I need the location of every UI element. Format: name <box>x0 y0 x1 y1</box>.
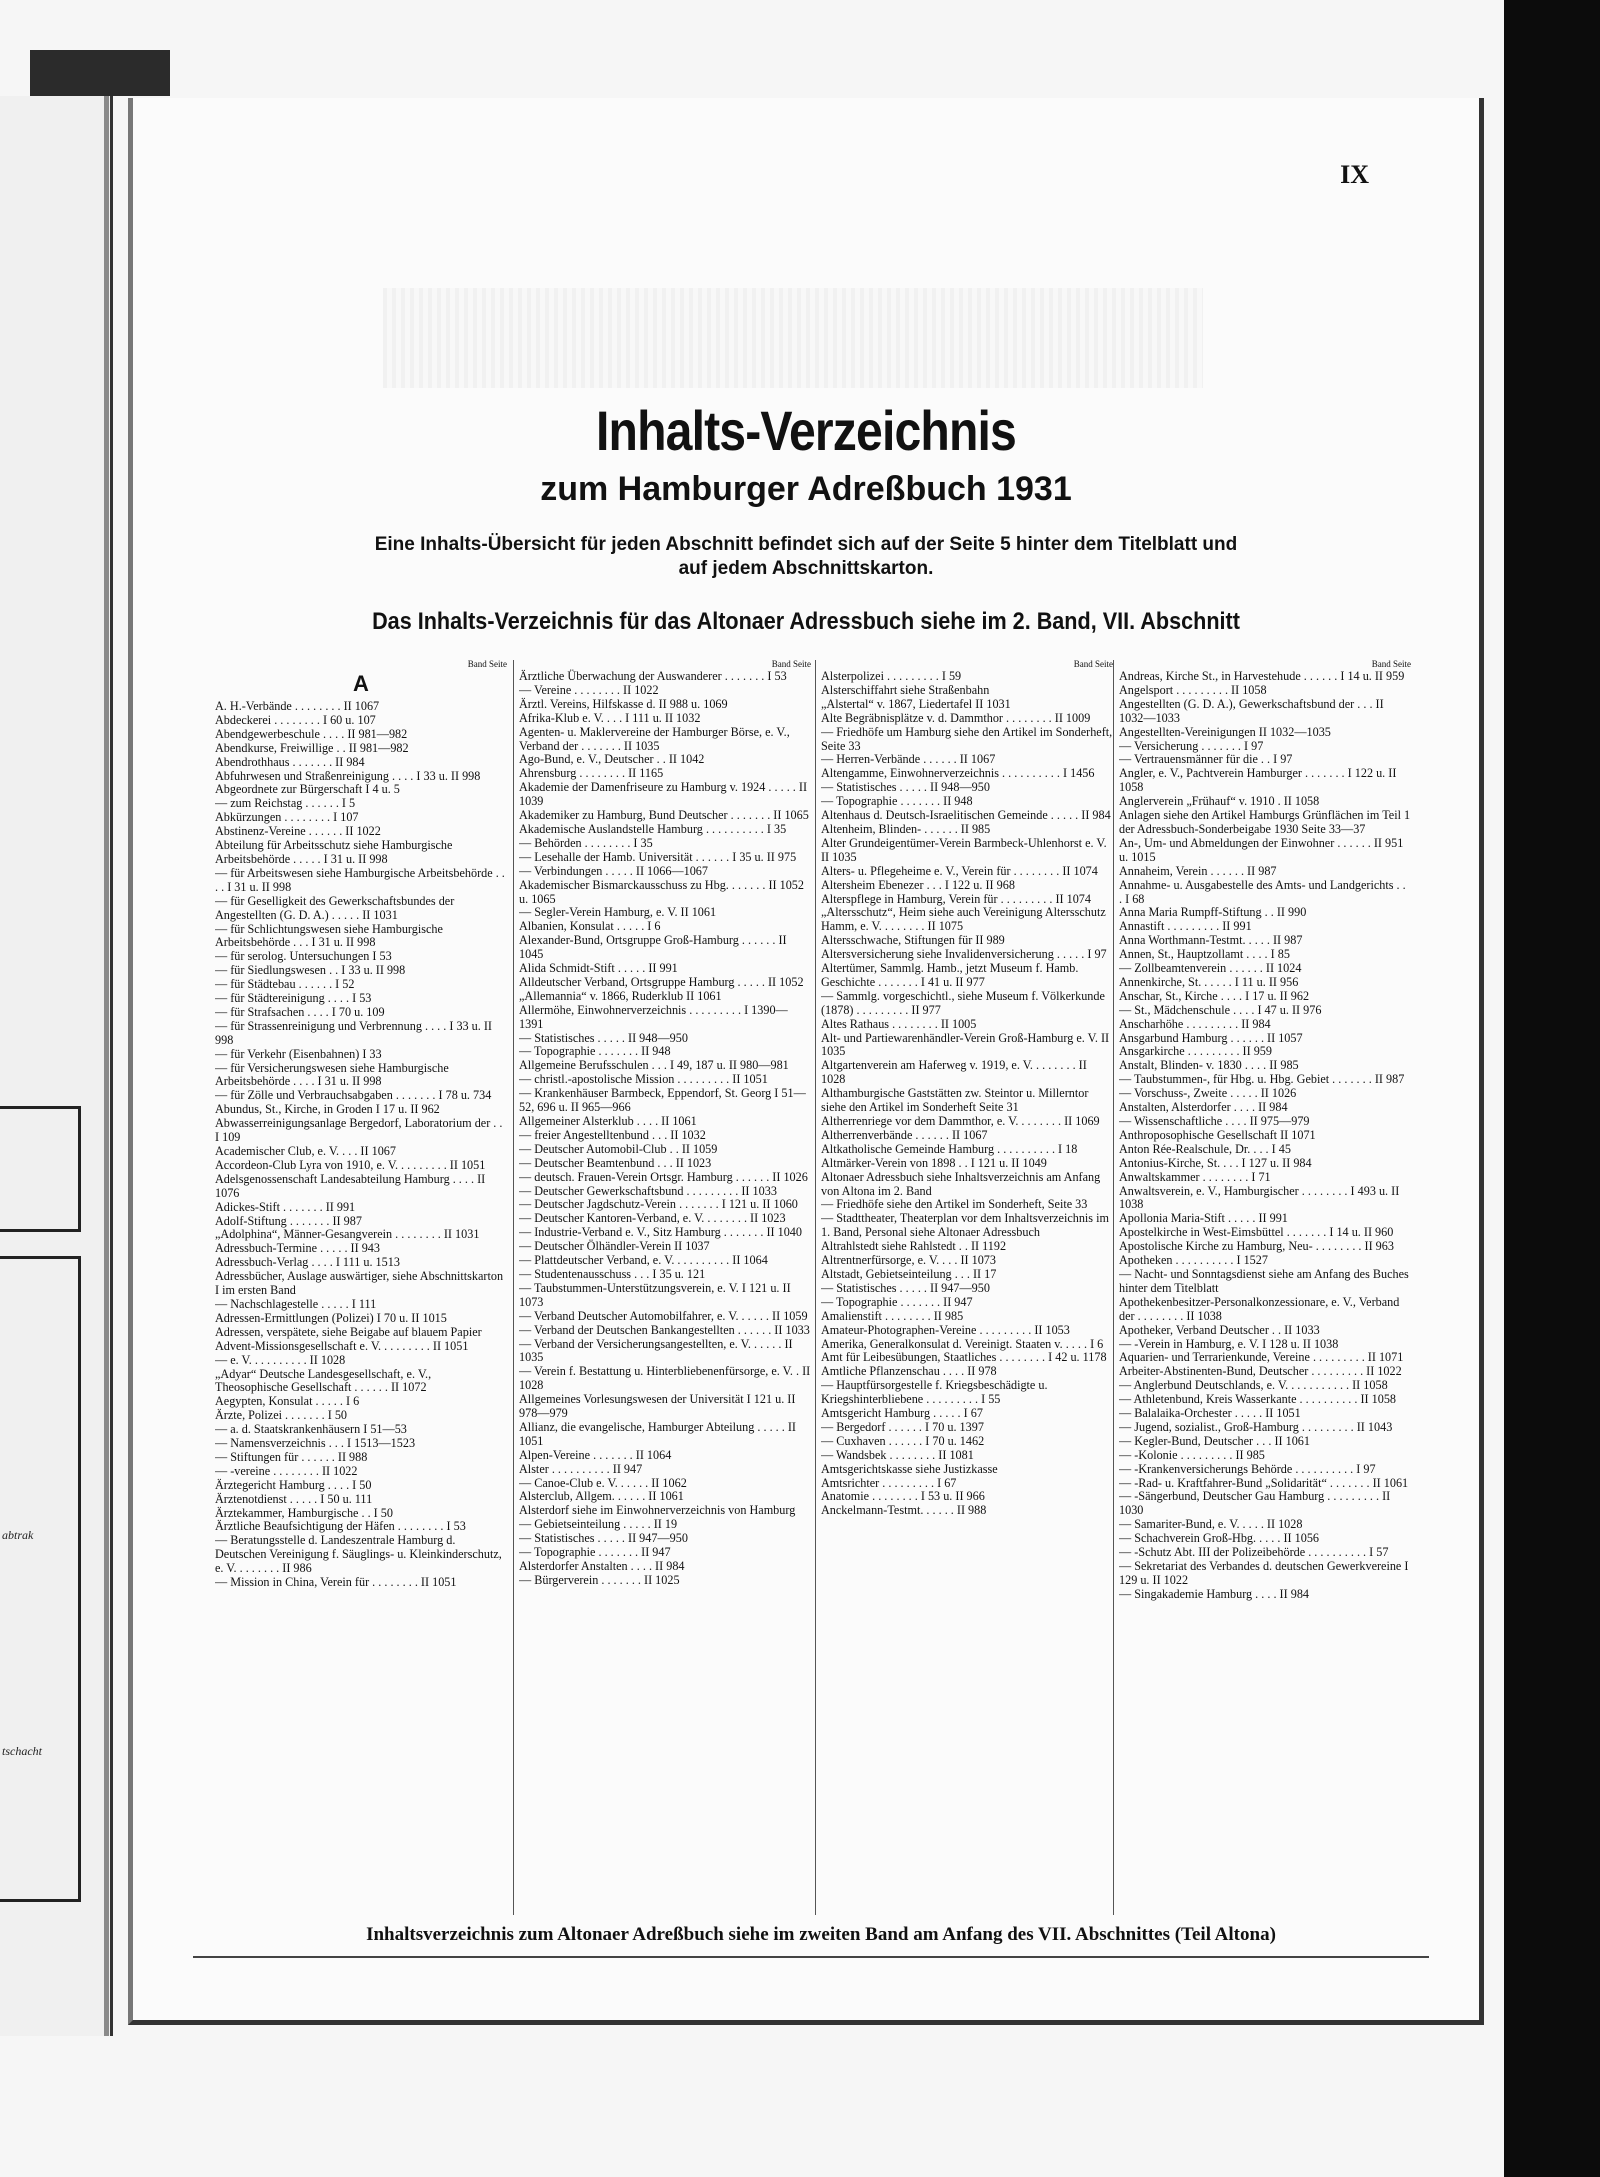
index-entry: Abfuhrwesen und Straßenreinigung . . . . I 33 u. II 998 <box>215 768 481 783</box>
facing-page-box <box>0 1106 81 1232</box>
index-entry: — Statistisches . . . . . II 947—950 <box>821 1280 990 1295</box>
index-entry: Amtsrichter . . . . . . . . . I 67 <box>821 1475 957 1490</box>
index-entry: Ago-Bund, e. V., Deutscher . . II 1042 <box>519 752 705 767</box>
index-entry: Allianz, die evangelische, Hamburger Abteilung . . . . . II 1051 <box>519 1419 796 1448</box>
index-entry: Ärztegericht Hamburg . . . . I 50 <box>215 1477 372 1492</box>
index-entry: — Zollbeamtenverein . . . . . . II 1024 <box>1119 961 1302 976</box>
index-entry: Alsterdorfer Anstalten . . . . II 984 <box>519 1559 685 1573</box>
index-entry: Ärztliche Überwachung der Auswanderer . . . . . . . I 53 <box>519 669 787 683</box>
index-entry: — Deutscher Kantoren-Verband, e. V. . . . . . . . II 1023 <box>519 1211 786 1226</box>
index-entry: Altersschwache, Stiftungen für II 989 <box>821 933 1005 948</box>
index-entry: Altherrenriege vor dem Dammthor, e. V. . . . . . . . II 1069 <box>821 1114 1100 1128</box>
index-entry: — für Städtereinigung . . . . I 53 <box>215 991 372 1006</box>
index-entry: Alters- u. Pflegeheime e. V., Verein für . . . . . . . . II 1074 <box>821 863 1098 878</box>
index-entry: Amtsgericht Hamburg . . . . . I 67 <box>821 1406 983 1421</box>
index-entry: Albanien, Konsulat . . . . . I 6 <box>519 919 661 934</box>
index-entry: — Nacht- und Sonntagsdienst siehe am Anfang des Buches hinter dem Titelblatt <box>1119 1266 1409 1295</box>
index-entry: Alsterschiffahrt siehe Straßenbahn <box>821 682 990 697</box>
index-entry: Apollonia Maria-Stift . . . . . II 991 <box>1119 1211 1288 1226</box>
index-entry: Akademische Auslandstelle Hamburg . . . . . . . . . . I 35 <box>519 821 787 836</box>
column-header: Band Seite <box>1073 659 1113 669</box>
margin-fragment: abtrak <box>2 1528 34 1542</box>
index-entry: — Statistisches . . . . . II 948—950 <box>821 780 990 795</box>
index-entry: Antonius-Kirche, St. . . . I 127 u. II 984 <box>1119 1155 1312 1170</box>
index-entry: — Gebietseinteilung . . . . . II 19 <box>519 1517 678 1532</box>
index-columns <box>215 658 1411 1920</box>
index-entry: Altgartenverein am Haferweg v. 1919, e. V. . . . . . . . II 1028 <box>821 1058 1087 1087</box>
index-entry: Anatomie . . . . . . . . I 53 u. II 966 <box>821 1489 985 1504</box>
index-entry: Adressbücher, Auslage auswärtiger, siehe Abschnittskarton I im ersten Band <box>215 1269 504 1298</box>
index-entry: — -Rad- u. Kraftfahrer-Bund „Solidarität“ . . . . . . . II 1061 <box>1119 1475 1409 1490</box>
index-entry: Abkürzungen . . . . . . . . I 107 <box>215 810 359 825</box>
index-entry: An-, Um- und Abmeldungen der Einwohner . . . . . . II 951 u. 1015 <box>1119 835 1404 864</box>
index-entry: Aquarien- und Terrarienkunde, Vereine . . . . . . . . . II 1071 <box>1119 1350 1404 1365</box>
index-entry: Abwasserreinigungsanlage Bergedorf, Laboratorium der . . I 109 <box>215 1116 503 1145</box>
index-entry: Althamburgische Gaststätten zw. Steintor u. Millerntor siehe den Artikel im Sonderheft Seite 31 <box>821 1086 1089 1115</box>
entry-list <box>1119 670 1411 1602</box>
index-entry: — für Siedlungswesen . . I 33 u. II 998 <box>215 963 406 978</box>
index-entry: Alpen-Vereine . . . . . . . II 1064 <box>519 1447 672 1462</box>
index-entry: — Sekretariat des Verbandes d. deutschen Gewerkvereine I 129 u. II 1022 <box>1119 1559 1409 1587</box>
index-entry: — Vertrauensmänner für die . . I 97 <box>1119 752 1293 767</box>
index-entry: Abendgewerbeschule . . . . II 981—982 <box>215 726 408 741</box>
index-entry: Abendkurse, Freiwillige . . II 981—982 <box>215 740 409 755</box>
index-entry: Altersversicherung siehe Invalidenversicherung . . . . . I 97 <box>821 947 1107 962</box>
index-entry: — Bürgerverein . . . . . . . II 1025 <box>519 1572 680 1587</box>
index-entry: Angelsport . . . . . . . . . II 1058 <box>1119 682 1267 697</box>
entry-list <box>519 670 811 1588</box>
index-entry: — Nachschlagestelle . . . . . I 111 <box>215 1296 377 1311</box>
index-entry: — Topographie . . . . . . . II 947 <box>519 1545 671 1560</box>
index-entry: Adressbuch-Verlag . . . . I 111 u. 1513 <box>215 1255 400 1270</box>
column-divider <box>815 660 816 1915</box>
index-entry: — Statistisches . . . . . II 947—950 <box>519 1531 688 1546</box>
index-entry: — Verein f. Bestattung u. Hinterbliebenenfürsorge, e. V. . II 1028 <box>519 1364 811 1393</box>
index-entry: — -Schutz Abt. III der Polizeibehörde . . . . . . . . . . I 57 <box>1119 1545 1389 1560</box>
index-entry: Altertümer, Sammlg. Hamb., jetzt Museum f. Hamb. Geschichte . . . . . . . I 41 u. II 977 <box>821 961 1079 989</box>
index-entry: Angestellten-Vereinigungen II 1032—1035 <box>1119 724 1331 739</box>
index-entry: Angestellten (G. D. A.), Gewerkschaftsbund der . . . II 1032—1033 <box>1119 696 1384 725</box>
overview-notice-line: auf jedem Abschnittskarton. <box>678 558 934 579</box>
index-entry: — für Strassenreinigung und Verbrennung . . . . I 33 u. II 998 <box>215 1018 492 1047</box>
index-entry: Alsterpolizei . . . . . . . . . I 59 <box>821 669 962 683</box>
index-entry: — für Zölle und Verbrauchsabgaben . . . . . . . I 78 u. 734 <box>215 1088 492 1103</box>
index-entry: Abundus, St., Kirche, in Groden I 17 u. II 962 <box>215 1102 440 1117</box>
index-entry: Anglerverein „Frühauf“ v. 1910 . II 1058 <box>1119 794 1320 809</box>
bleed-through-watermark <box>383 288 1203 388</box>
index-entry: — Anglerbund Deutschlands, e. V. . . . . . . . . . . II 1058 <box>1119 1378 1388 1393</box>
index-entry: — christl.-apostolische Mission . . . . . . . . . II 1051 <box>519 1072 768 1087</box>
index-entry: Abteilung für Arbeitsschutz siehe Hamburgische Arbeitsbehörde . . . . . I 31 u. II 998 <box>215 838 453 866</box>
index-entry: Altstadt, Gebietseinteilung . . . II 17 <box>821 1266 997 1281</box>
index-entry: Adressbuch-Termine . . . . . II 943 <box>215 1241 380 1256</box>
index-entry: Altengamme, Einwohnerverzeichnis . . . . . . . . . . I 1456 <box>821 766 1095 781</box>
index-entry: Apostelkirche in West-Eimsbüttel . . . . . . . I 14 u. II 960 <box>1119 1225 1394 1240</box>
index-entry: „Allemannia“ v. 1866, Ruderklub II 1061 <box>519 988 722 1003</box>
index-entry: — Verband der Deutschen Bankangestellten . . . . . . II 1033 <box>519 1322 810 1337</box>
scan-corner-bar <box>30 50 170 96</box>
margin-fragment: tschacht <box>2 1744 42 1758</box>
index-column-1 <box>215 658 507 1920</box>
index-entry: — Verbindungen . . . . . II 1066—1067 <box>519 863 708 878</box>
index-entry: Akademie der Damenfriseure zu Hamburg v. 1924 . . . . . II 1039 <box>519 780 808 809</box>
index-entry: Ärztenotdienst . . . . . I 50 u. 111 <box>215 1491 373 1506</box>
index-entry: „Altersschutz“, Heim siehe auch Vereinigung Altersschutz Hamm, e. V. . . . . . . . II 1075 <box>821 905 1106 934</box>
index-entry: — Taubstummen-, für Hbg. u. Hbg. Gebiet . . . . . . . II 987 <box>1119 1072 1405 1087</box>
index-entry: Altersheim Ebenezer . . . I 122 u. II 968 <box>821 877 1015 892</box>
index-entry: — Balalaika-Orchester . . . . . II 1051 <box>1119 1406 1301 1421</box>
index-entry: Alldeutscher Verband, Ortsgruppe Hamburg . . . . . II 1052 <box>519 974 804 989</box>
index-entry: Allgemeines Vorlesungswesen der Universität I 121 u. II 978—979 <box>519 1392 796 1421</box>
index-entry: Altrentnerfürsorge, e. V. . . . II 1073 <box>821 1253 996 1268</box>
index-entry: — Cuxhaven . . . . . . I 70 u. 1462 <box>821 1433 985 1448</box>
index-entry: — Athletenbund, Kreis Wasserkante . . . . . . . . . . II 1058 <box>1119 1392 1397 1407</box>
index-entry: Anscharhöhe . . . . . . . . . II 984 <box>1119 1016 1271 1031</box>
index-entry: — -vereine . . . . . . . . II 1022 <box>215 1463 358 1478</box>
index-entry: Advent-Missionsgesellschaft e. V. . . . . . . . . II 1051 <box>215 1338 469 1353</box>
index-entry: — Lesehalle der Hamb. Universität . . . . . . I 35 u. II 975 <box>519 849 797 864</box>
index-entry: Annaheim, Verein . . . . . . II 987 <box>1119 863 1277 878</box>
index-entry: — Vereine . . . . . . . . II 1022 <box>519 682 659 697</box>
index-entry: Ansgarkirche . . . . . . . . . II 959 <box>1119 1044 1272 1059</box>
index-entry: — Behörden . . . . . . . . I 35 <box>519 835 653 850</box>
index-entry: — Taubstummen-Unterstützungsverein, e. V. I 121 u. II 1073 <box>519 1280 791 1309</box>
index-entry: Adelsgenossenschaft Landesabteilung Hamburg . . . . II 1076 <box>215 1171 486 1200</box>
index-entry: — -Krankenversicherungs Behörde . . . . . . . . . . I 97 <box>1119 1461 1376 1476</box>
scan-border <box>1504 0 1600 2177</box>
index-entry: — Segler-Verein Hamburg, e. V. II 1061 <box>519 905 717 920</box>
index-entry: — für Versicherungswesen siehe Hamburgische Arbeitsbehörde . . . . I 31 u. II 998 <box>215 1060 449 1089</box>
index-entry: Amtliche Pflanzenschau . . . . II 978 <box>821 1364 997 1379</box>
index-entry: Allgemeiner Alsterklub . . . . II 1061 <box>519 1114 697 1128</box>
index-entry: — Canoe-Club e. V. . . . . . II 1062 <box>519 1475 687 1490</box>
column-divider <box>513 660 514 1915</box>
index-entry: — zum Reichstag . . . . . . I 5 <box>215 796 356 811</box>
index-entry: — Wandsbek . . . . . . . . II 1081 <box>821 1447 974 1462</box>
index-entry: Altenhaus d. Deutsch-Israelitischen Gemeinde . . . . . II 984 <box>821 808 1111 823</box>
index-entry: Aegypten, Konsulat . . . . . I 6 <box>215 1394 360 1409</box>
index-entry: Altmärker-Verein von 1898 . . I 121 u. II 1049 <box>821 1155 1047 1170</box>
index-entry: — Vorschuss-, Zweite . . . . . II 1026 <box>1119 1086 1297 1101</box>
index-entry: — Plattdeutscher Verband, e. V. . . . . . . . . . II 1064 <box>519 1253 768 1268</box>
section-letter: A <box>353 671 369 696</box>
index-entry: Afrika-Klub e. V. . . . I 111 u. II 1032 <box>519 710 701 725</box>
index-entry: — für serolog. Untersuchungen I 53 <box>215 949 392 964</box>
index-entry: Akademiker zu Hamburg, Bund Deutscher . . . . . . . II 1065 <box>519 808 809 823</box>
index-entry: — für Strafsachen . . . . I 70 u. 109 <box>215 1004 385 1019</box>
index-entry: Ansgarbund Hamburg . . . . . . II 1057 <box>1119 1030 1303 1045</box>
index-entry: — freier Angestelltenbund . . . II 1032 <box>519 1127 706 1142</box>
index-entry: „Adyar“ Deutsche Landesgesellschaft, e. V., Theosophische Gesellschaft . . . . . . II 1072 <box>215 1366 432 1395</box>
facing-page-box <box>0 1256 81 1902</box>
index-entry: Alster . . . . . . . . . . II 947 <box>519 1461 643 1476</box>
index-entry: Amateur-Photographen-Vereine . . . . . . . . . II 1053 <box>821 1322 1070 1337</box>
index-entry: — Mission in China, Verein für . . . . . . . . II 1051 <box>215 1575 457 1590</box>
index-entry: Academischer Club, e. V. . . . II 1067 <box>215 1144 396 1158</box>
document-page <box>128 98 1484 2025</box>
index-entry: — e. V. . . . . . . . . . II 1028 <box>215 1352 346 1367</box>
index-entry: Alsterclub, Allgem. . . . . . II 1061 <box>519 1489 684 1504</box>
index-entry: Alterspflege in Hamburg, Verein für . . . . . . . . . II 1074 <box>821 891 1091 906</box>
column-divider <box>1113 660 1114 1915</box>
index-entry: Anckelmann-Testmt. . . . . . II 988 <box>821 1503 987 1518</box>
entry-list <box>821 670 1113 1518</box>
index-entry: Anthroposophische Gesellschaft II 1071 <box>1119 1127 1316 1142</box>
overview-notice-line: Eine Inhalts-Übersicht für jeden Abschnitt befindet sich auf der Seite 5 hinter dem Titelblatt und <box>374 534 1238 555</box>
index-entry: — Topographie . . . . . . . II 948 <box>821 794 973 809</box>
index-entry: — Topographie . . . . . . . II 948 <box>519 1044 671 1059</box>
index-entry: Apothekenbesitzer-Personalkonzessionare, e. V., Verband der . . . . . . . . II 1038 <box>1119 1294 1400 1323</box>
index-entry: Altonaer Adressbuch siehe Inhaltsverzeichnis am Anfang von Altona im 2. Band <box>821 1169 1101 1198</box>
index-entry: Adickes-Stift . . . . . . . II 991 <box>215 1199 356 1214</box>
index-entry: Annahme- u. Ausgabestelle des Amts- und Landgerichts . . . I 68 <box>1119 877 1406 906</box>
index-entry: Andreas, Kirche St., in Harvestehude . . . . . . I 14 u. II 959 <box>1119 669 1405 683</box>
column-header: Band Seite <box>467 659 507 669</box>
index-entry: — Deutscher Jagdschutz-Verein . . . . . . . I 121 u. II 1060 <box>519 1197 798 1212</box>
index-entry: Accordeon-Club Lyra von 1910, e. V. . . . . . . . . II 1051 <box>215 1157 486 1172</box>
index-entry: Anwaltsverein, e. V., Hamburgischer . . . . . . . . I 493 u. II 1038 <box>1119 1183 1400 1212</box>
index-entry: — Friedhöfe siehe den Artikel im Sonderheft, Seite 33 <box>821 1197 1088 1212</box>
index-entry: Abgeordnete zur Bürgerschaft I 4 u. 5 <box>215 782 400 797</box>
index-entry: Alexander-Bund, Ortsgruppe Groß-Hamburg . . . . . . II 1045 <box>519 933 787 962</box>
index-entry: Allermöhe, Einwohnerverzeichnis . . . . . . . . . I 1390—1391 <box>519 1002 788 1031</box>
index-entry: — Schachverein Groß-Hbg. . . . . II 1056 <box>1119 1531 1320 1546</box>
index-entry: — Bergedorf . . . . . . I 70 u. 1397 <box>821 1419 984 1434</box>
index-entry: Anlagen siehe den Artikel Hamburgs Grünflächen im Teil 1 der Adressbuch-Sonderbeigabe 1930 Seite 33—37 <box>1119 808 1411 836</box>
index-entry: Alte Begräbnisplätze v. d. Dammthor . . . . . . . . II 1009 <box>821 710 1091 725</box>
index-entry: — für Arbeitswesen siehe Hamburgische Arbeitsbehörde . . . . I 31 u. II 998 <box>215 865 505 894</box>
index-entry: Altrahlstedt siehe Rahlstedt . . II 1192 <box>821 1239 1007 1254</box>
index-entry: — Studentenausschuss . . . I 35 u. 121 <box>519 1266 706 1281</box>
index-entry: — -Kolonie . . . . . . . . . II 985 <box>1119 1447 1265 1462</box>
index-column-4 <box>1119 658 1411 1920</box>
index-entry: Anstalt, Blinden- v. 1830 . . . . II 985 <box>1119 1058 1299 1073</box>
index-entry: — Herren-Verbände . . . . . . II 1067 <box>821 752 996 767</box>
index-entry: — -Sängerbund, Deutscher Gau Hamburg . . . . . . . . . II 1030 <box>1119 1489 1391 1518</box>
index-entry: — für Schlichtungswesen siehe Hamburgische Arbeitsbehörde . . . I 31 u. II 998 <box>215 921 443 950</box>
index-entry: Annen, St., Hauptzollamt . . . . I 85 <box>1119 947 1290 962</box>
index-entry: — Deutscher Beamtenbund . . . II 1023 <box>519 1155 712 1170</box>
index-entry: — Jugend, sozialist., Groß-Hamburg . . . . . . . . . II 1043 <box>1119 1419 1393 1434</box>
index-entry: Anwaltskammer . . . . . . . . I 71 <box>1119 1169 1271 1184</box>
index-entry: Anna Worthmann-Testmt. . . . . II 987 <box>1119 933 1303 948</box>
column-header: Band Seite <box>1371 659 1411 669</box>
index-entry: Annastift . . . . . . . . . II 991 <box>1119 919 1252 934</box>
index-entry: Angler, e. V., Pachtverein Hamburger . . . . . . . I 122 u. II 1058 <box>1119 766 1397 795</box>
index-entry: Adolf-Stiftung . . . . . . . II 987 <box>215 1213 362 1228</box>
column-header: Band Seite <box>771 659 811 669</box>
index-entry: Abendrothhaus . . . . . . . II 984 <box>215 754 365 769</box>
index-entry: Agenten- u. Maklervereine der Hamburger Börse, e. V., Verband der . . . . . . . II 1035 <box>519 724 790 753</box>
index-entry: Anstalten, Alsterdorfer . . . . II 984 <box>1119 1100 1288 1115</box>
bottom-rule <box>193 1956 1429 1958</box>
index-entry: Annenkirche, St. . . . . . I 11 u. II 956 <box>1119 974 1299 989</box>
index-entry: Anton Rée-Realschule, Dr. . . . I 45 <box>1119 1141 1291 1156</box>
index-entry: — Friedhöfe um Hamburg siehe den Artikel im Sonderheft, Seite 33 <box>821 724 1113 753</box>
index-entry: Adressen-Ermittlungen (Polizei) I 70 u. II 1015 <box>215 1310 447 1325</box>
index-entry: Altherrenverbände . . . . . . II 1067 <box>821 1127 988 1142</box>
index-entry: „Alstertal“ v. 1867, Liedertafel II 1031 <box>821 696 1011 711</box>
page-subtitle: zum Hamburger Adreßbuch 1931 <box>540 470 1072 508</box>
index-entry: — Sammlg. vorgeschichtl., siehe Museum f. Völkerkunde (1878) . . . . . . . . . II 977 <box>821 988 1105 1017</box>
page-number: IX <box>1340 160 1369 189</box>
index-entry: Abstinenz-Vereine . . . . . . II 1022 <box>215 824 381 839</box>
page-gutter <box>104 96 109 2036</box>
index-entry: — Deutscher Automobil-Club . . II 1059 <box>519 1141 718 1156</box>
index-entry: Amt für Leibesübungen, Staatliches . . . . . . . . I 42 u. 1178 <box>821 1350 1107 1365</box>
page-title: Inhalts-Verzeichnis <box>596 399 1016 462</box>
index-entry: — St., Mädchenschule . . . . I 47 u. II 976 <box>1119 1002 1322 1017</box>
index-entry: — Deutscher Ölhändler-Verein II 1037 <box>519 1239 710 1254</box>
index-entry: — für Geselligkeit des Gewerkschaftsbundes der Angestellten (G. D. A.) . . . . . II 1031 <box>215 893 455 922</box>
index-entry: Alida Schmidt-Stift . . . . . II 991 <box>519 961 678 976</box>
index-entry: Alt- und Partiewarenhändler-Verein Groß-Hamburg e. V. II 1035 <box>821 1030 1110 1059</box>
index-entry: Amtsgerichtskasse siehe Justizkasse <box>821 1461 998 1476</box>
index-entry: — Beratungsstelle d. Landeszentrale Hamburg d. Deutschen Vereinigung f. Säuglings- u. Kleinkinderschutz, e. V. . . . . . . . II 986 <box>215 1533 502 1576</box>
index-entry: — Topographie . . . . . . . II 947 <box>821 1294 973 1309</box>
index-entry: — -Verein in Hamburg, e. V. I 128 u. II 1038 <box>1119 1336 1339 1351</box>
index-column-2 <box>519 658 811 1920</box>
index-entry: — Verband Deutscher Automobilfahrer, e. V. . . . . . II 1059 <box>519 1308 808 1323</box>
index-entry: — Deutscher Gewerkschaftsbund . . . . . . . . . II 1033 <box>519 1183 777 1198</box>
index-entry: Ärztl. Vereins, Hilfskasse d. II 988 u. 1069 <box>519 696 728 711</box>
index-entry: — Versicherung . . . . . . . I 97 <box>1119 738 1264 753</box>
index-entry: — Verband der Versicherungsangestellten, e. V. . . . . . II 1035 <box>519 1336 793 1365</box>
index-entry: — deutsch. Frauen-Verein Ortsgr. Hamburg . . . . . . II 1026 <box>519 1169 808 1184</box>
index-entry: Anna Maria Rumpff-Stiftung . . II 990 <box>1119 905 1307 920</box>
index-entry: Apotheker, Verband Deutscher . . II 1033 <box>1119 1322 1320 1337</box>
index-entry: Apotheken . . . . . . . . . . I 1527 <box>1119 1253 1268 1268</box>
index-entry: — Statistisches . . . . . II 948—950 <box>519 1030 688 1045</box>
index-entry: Ärztliche Beaufsichtigung der Häfen . . . . . . . . I 53 <box>215 1519 466 1534</box>
index-entry: Ärzte, Polizei . . . . . . . I 50 <box>215 1408 348 1423</box>
index-entry: Abdeckerei . . . . . . . . I 60 u. 107 <box>215 712 376 727</box>
index-entry: — a. d. Staatskrankenhäusern I 51—53 <box>215 1422 407 1437</box>
index-entry: — Singakademie Hamburg . . . . II 984 <box>1119 1586 1310 1601</box>
index-entry: „Adolphina“, Männer-Gesangverein . . . . . . . . II 1031 <box>215 1227 480 1242</box>
index-entry: Amerika, Generalkonsulat d. Vereinigt. Staaten v. . . . . I 6 <box>821 1336 1104 1351</box>
index-entry: — Namensverzeichnis . . . I 1513—1523 <box>215 1436 416 1451</box>
index-entry: — Wissenschaftliche . . . . II 975—979 <box>1119 1114 1310 1128</box>
index-entry: — Stadttheater, Theaterplan vor dem Inhaltsverzeichnis im 1. Band, Personal siehe Altonaer Adressbuch <box>821 1211 1109 1240</box>
index-entry: — Samariter-Bund, e. V. . . . . II 1028 <box>1119 1517 1303 1532</box>
index-entry: Altenheim, Blinden- . . . . . . II 985 <box>821 821 991 836</box>
facing-page-strip <box>0 96 113 2036</box>
index-entry: Alsterdorf siehe im Einwohnerverzeichnis von Hamburg <box>519 1503 796 1518</box>
index-entry: — Industrie-Verband e. V., Sitz Hamburg . . . . . . . II 1040 <box>519 1225 802 1240</box>
index-entry: — für Verkehr (Eisenbahnen) I 33 <box>215 1046 382 1061</box>
index-entry: Arbeiter-Abstinenten-Bund, Deutscher . . . . . . . . . II 1022 <box>1119 1364 1402 1379</box>
altona-notice: Das Inhalts-Verzeichnis für das Altonaer Adressbuch siehe im 2. Band, VII. Abschnitt <box>372 608 1240 635</box>
index-entry: Altkatholische Gemeinde Hamburg . . . . . . . . . . I 18 <box>821 1141 1078 1156</box>
index-entry: — für Städtebau . . . . . . I 52 <box>215 977 355 992</box>
index-entry: Ärztekammer, Hamburgische . . I 50 <box>215 1505 393 1520</box>
index-entry: — Krankenhäuser Barmbeck, Eppendorf, St. Georg I 51—52, 696 u. II 965—966 <box>519 1086 806 1115</box>
index-entry: Altes Rathaus . . . . . . . . II 1005 <box>821 1016 977 1031</box>
index-entry: Adressen, verspätete, siehe Beigabe auf blauem Papier <box>215 1324 482 1339</box>
index-entry: Allgemeine Berufsschulen . . . I 49, 187 u. II 980—981 <box>519 1058 789 1073</box>
entry-list <box>215 700 507 1590</box>
index-entry: — Stiftungen für . . . . . . II 988 <box>215 1449 368 1464</box>
index-entry: Ahrensburg . . . . . . . . II 1165 <box>519 766 664 781</box>
overview-notice <box>133 533 1479 581</box>
index-column-3 <box>821 658 1113 1920</box>
index-entry: Anschar, St., Kirche . . . . I 17 u. II 962 <box>1119 988 1310 1003</box>
footer-notice: Inhaltsverzeichnis zum Altonaer Adreßbuch siehe im zweiten Band am Anfang des VII. Abschnittes (Teil Altona) <box>366 1924 1276 1945</box>
index-entry: — Kegler-Bund, Deutscher . . . II 1061 <box>1119 1433 1310 1448</box>
index-entry: — Hauptfürsorgestelle f. Kriegsbeschädigte u. Kriegshinterbliebene . . . . . . . . . I 55 <box>821 1378 1048 1407</box>
index-entry: Amalienstift . . . . . . . . II 985 <box>821 1308 964 1323</box>
index-entry: Apostolische Kirche zu Hamburg, Neu- . . . . . . . . II 963 <box>1119 1239 1394 1254</box>
index-entry: A. H.-Verbände . . . . . . . . II 1067 <box>215 699 380 713</box>
index-entry: Alter Grundeigentümer-Verein Barmbeck-Uhlenhorst e. V. II 1035 <box>821 835 1107 864</box>
index-entry: Akademischer Bismarckausschuss zu Hbg. . . . . . . II 1052 u. 1065 <box>519 877 804 906</box>
